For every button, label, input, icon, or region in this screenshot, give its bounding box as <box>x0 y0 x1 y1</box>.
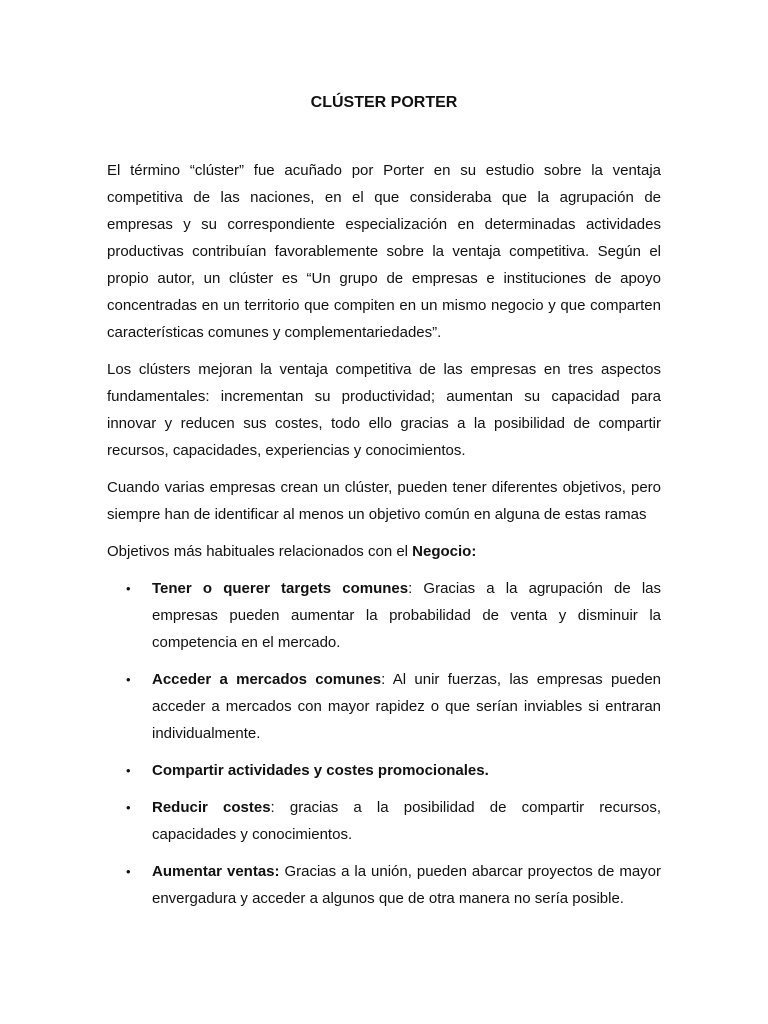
list-item-text: : Al unir fuerzas, las empresas pueden acceder a mercados con mayor rapidez o que serían inviables si entraran individualmente. <box>152 671 661 742</box>
bullet-icon: • <box>126 672 131 687</box>
list-item <box>107 794 661 848</box>
objectives-intro-text: Objetivos más habituales relacionados con el <box>107 543 413 560</box>
list-item-title: Compartir actividades y costes promocionales. <box>152 762 489 779</box>
list-item-title: Aumentar ventas: <box>152 863 280 880</box>
list-item <box>107 666 661 747</box>
list-item <box>107 858 661 912</box>
list-item-title: Tener o querer targets comunes <box>152 580 409 597</box>
list-item-text: : gracias a la posibilidad de compartir recursos, capacidades y conocimientos. <box>152 799 661 843</box>
bullet-icon: • <box>126 763 131 778</box>
list-item-title: Reducir costes <box>152 799 271 816</box>
list-item <box>107 757 661 784</box>
bullet-icon: • <box>126 800 131 815</box>
bullet-icon: • <box>126 581 131 596</box>
objectives-intro-bold: Negocio: <box>412 543 477 560</box>
list-item <box>107 575 661 656</box>
page-title: CLÚSTER PORTER <box>310 94 458 111</box>
document-page <box>107 92 661 922</box>
list-item-title: Acceder a mercados comunes <box>152 671 382 688</box>
objectives-intro <box>107 538 661 565</box>
paragraph-definition: El término “clúster” fue acuñado por Porter en su estudio sobre la ventaja competitiva de las naciones, en el que consideraba que la agrupación de empresas y su correspondiente especialización en determinadas actividades productivas contribuían favorablemente sobre la ventaja competitiva. Según el propio autor, un clúster es “Un grupo de empresas e instituciones de apoyo concentradas en un territorio que compiten en un mismo negocio y que comparten características comunes y complementariedades”. <box>107 162 661 341</box>
paragraph-advantages: Los clústers mejoran la ventaja competitiva de las empresas en tres aspectos fundamentales: incrementan su productividad; aumentan su capacidad para innovar y reducen sus costes, todo ello gracias a la posibilidad de compartir recursos, capacidades, experiencias y conocimientos. <box>107 361 661 459</box>
list-item-text: : Gracias a la agrupación de las empresas pueden aumentar la probabilidad de venta y disminuir la competencia en el mercado. <box>152 580 661 651</box>
list-item-text: Gracias a la unión, pueden abarcar proyectos de mayor envergadura y acceder a algunos que de otra manera no sería posible. <box>152 863 661 907</box>
objectives-list <box>107 575 661 912</box>
bullet-icon: • <box>126 864 131 879</box>
paragraph-objectives: Cuando varias empresas crean un clúster, pueden tener diferentes objetivos, pero siempre han de identificar al menos un objetivo común en alguna de estas ramas <box>107 479 661 523</box>
